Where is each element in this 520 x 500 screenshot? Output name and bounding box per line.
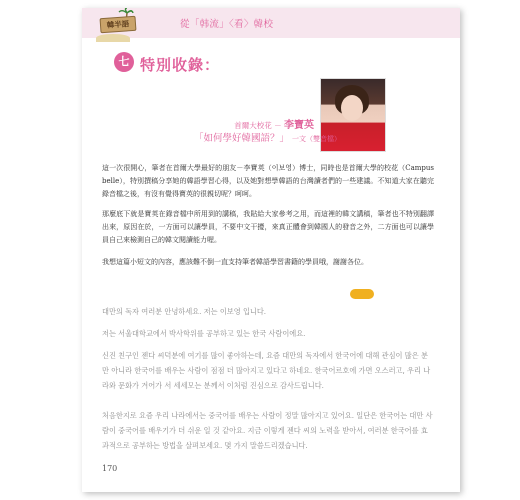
running-header-title: 從「韩流」〈看〉韓校: [180, 19, 274, 30]
korean-paragraph-3: 신진 친구인 젠다 씨덕분에 여기를 많이 좋아하는데, 요즘 대만의 독자에서 한국어에 대해 관심이 많은 분만 아니라 한국어를 배우는 사람이 점점 더 많아지고 있다고 하네요. 한국어르호에 가면 오스러고, 우리 나라와 문화가 겨어가 서 세세모는 분께서 이처럼 진심으로 감사드립니다.: [102, 351, 431, 390]
badge-sign: [100, 16, 137, 33]
korean-paragraph-4: 처음한지로 요즘 우리 나라에서는 중국어를 배우는 사람이 정말 많아지고 있어요. 일단은 한국어는 대만 사람이 중국어를 배우기가 더 쉬운 일 것 같아요. 지금 이렇게 젠다 씨의 노력을 받아서, 여러분 한국어를 효과적으로 공부하는 방법을 살펴보세요. 몇 가지 말씀드리겠습니다.: [102, 411, 433, 450]
section-title: 特別收錄：: [140, 56, 221, 74]
korean-paragraph-1: 대만의 독자 여러분 안녕하세요. 저는 이보영 입니다.: [102, 307, 267, 316]
section-number: 七: [114, 52, 134, 72]
korean-paragraph-2: 저는 서울대학교에서 박사학위를 공부하고 있는 한국 사람이에요.: [102, 329, 306, 338]
body-paragraph-3: 我想這篇小短文的內容，應該難不倒一直支持筆者韓語學習書籍的學員哦，謝謝各位。: [102, 258, 368, 266]
photo-face: [341, 95, 363, 121]
body-paragraph-1: 這一次很開心，筆者在首爾大學最好的朋友－李寶英（이보영）博士，同時也是首爾大學的校花（Campus belle），特別撰稿分享她的韓語學習心得，以及她對想學韓語的台灣讀者們的一些建議。不知道大家在聽完錄音檔之後，有沒有覺得寶英的很親切呢？呵呵。: [102, 164, 434, 198]
book-page: [82, 8, 460, 492]
author-credit: [232, 116, 314, 131]
article-title-line: [194, 130, 342, 144]
chapter-badge: [94, 8, 134, 48]
author-dash: －: [274, 121, 282, 130]
audio-track-icon: [350, 289, 374, 299]
author-name: 李寶英: [284, 120, 314, 131]
article-suffix: 一文（雙音檔）: [292, 135, 342, 143]
author-title: 首爾大校花: [234, 121, 272, 130]
article-title: 「如何學好韓國語？」: [194, 133, 290, 144]
page-number: 170: [102, 464, 118, 473]
body-paragraph-2: 那麼底下就是寶英在錄音檔中所用到的講稿，我貼給大家參考之用，而這裡的韓文講稿，筆者也不特別翻譯出來，原因在於，一方面可以讓學員，不要中文干擾，來真正體會到韓國人的發音之外，二方面也可以讓學員自己來檢測自己的韓文閱讀能力喔。: [102, 210, 434, 244]
badge-label: 韓半語: [106, 19, 130, 30]
sand-mound: [96, 34, 130, 42]
